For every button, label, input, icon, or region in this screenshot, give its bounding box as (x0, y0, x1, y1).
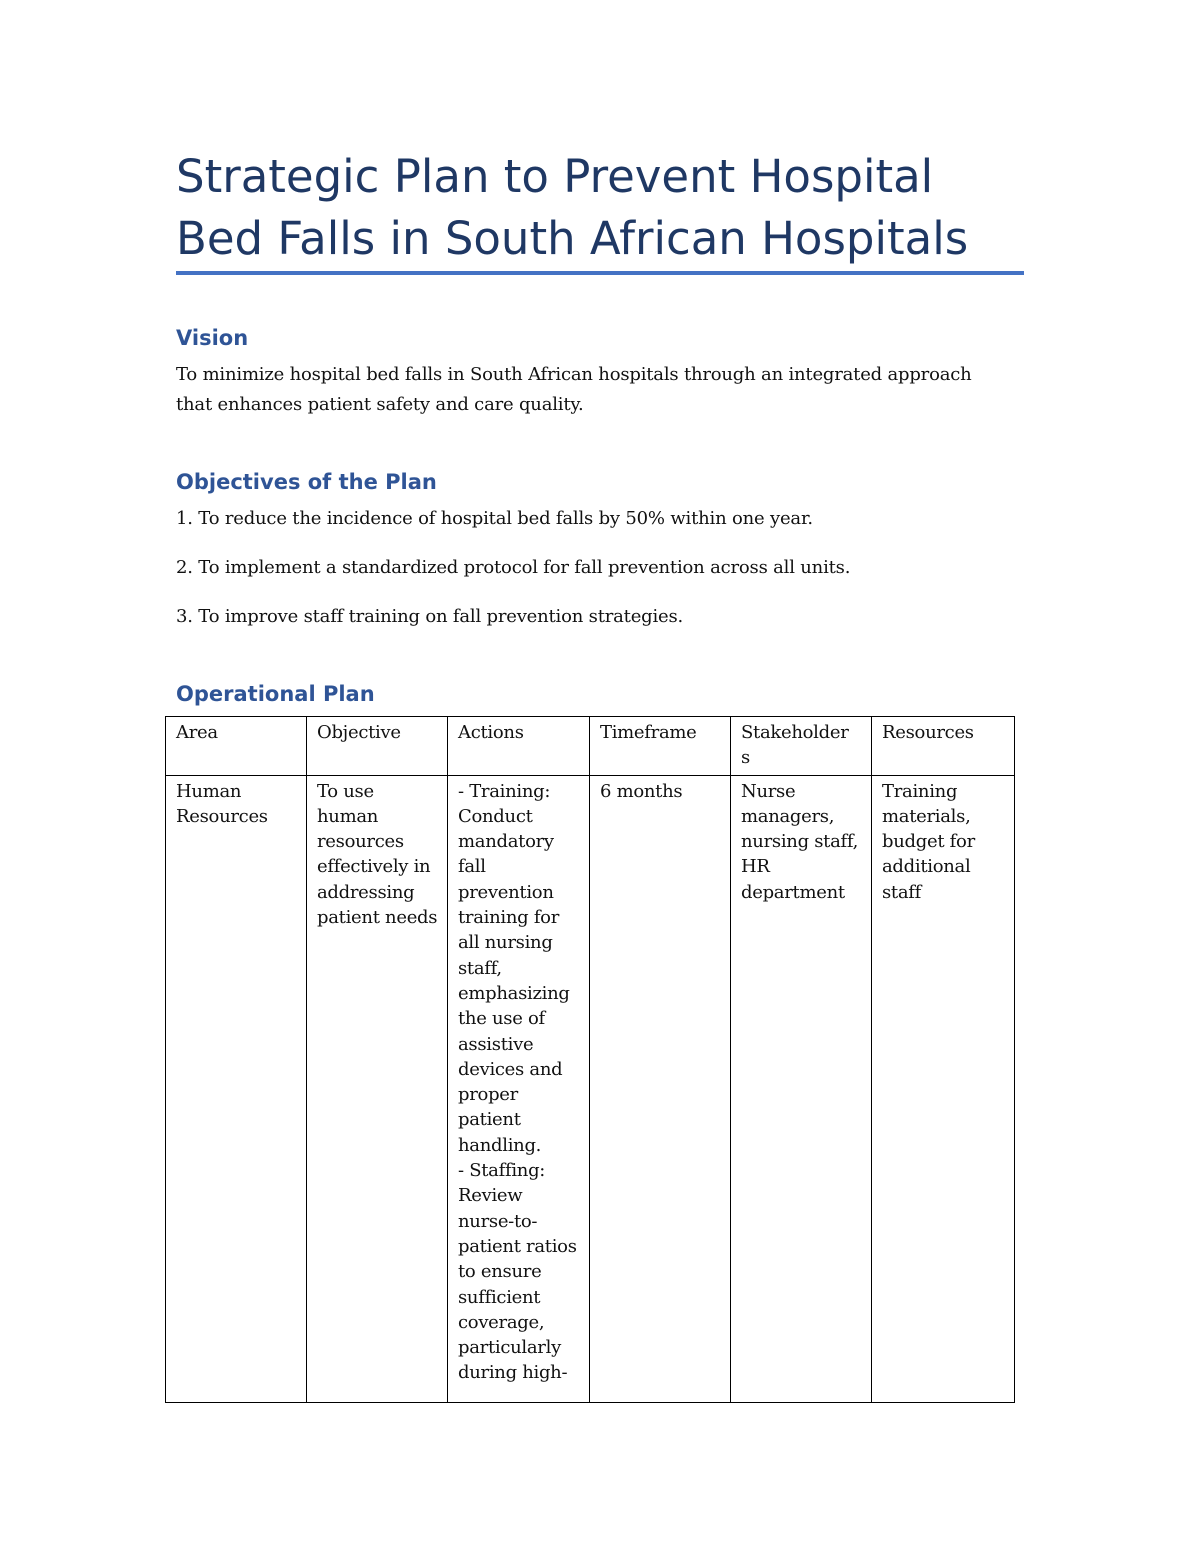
column-header-objective: Objective (307, 717, 448, 776)
document-title: Strategic Plan to Prevent Hospital Bed Falls in South African Hospitals (176, 150, 969, 265)
cell-area: Human Resources (166, 775, 307, 1402)
objective-item-1: 1. To reduce the incidence of hospital bed falls by 50% within one year. (176, 508, 813, 529)
operational-plan-heading: Operational Plan (176, 682, 375, 706)
column-header-actions: Actions (448, 717, 590, 776)
objective-item-3: 3. To improve staff training on fall prevention strategies. (176, 606, 684, 627)
column-header-stakeholders: Stakeholder s (731, 717, 872, 776)
objectives-heading: Objectives of the Plan (176, 470, 437, 494)
objective-item-2: 2. To implement a standardized protocol for fall prevention across all units. (176, 557, 851, 578)
vision-text: To minimize hospital bed falls in South African hospitals through an integrated approach that enhances patient safety and care quality. (176, 364, 972, 415)
cell-actions: - Training: Conduct mandatory fall prevention training for all nursing staff, emphasizing the use of assistive devices and proper patient handling. - Staffing: Review nurse-to-patient ratios to ensure sufficient coverage, particularly during high- (448, 775, 590, 1402)
column-header-resources: Resources (872, 717, 1015, 776)
table-row (166, 775, 1015, 1402)
cell-timeframe: 6 months (590, 775, 731, 1402)
operational-plan-table (165, 716, 1015, 1403)
cell-stakeholders: Nurse managers, nursing staff, HR department (731, 775, 872, 1402)
cell-resources: Training materials, budget for additional staff (872, 775, 1015, 1402)
vision-heading: Vision (176, 326, 249, 350)
column-header-area: Area (166, 717, 307, 776)
title-underline (176, 271, 1024, 275)
cell-objective: To use human resources effectively in addressing patient needs (307, 775, 448, 1402)
column-header-timeframe: Timeframe (590, 717, 731, 776)
table-header-row (166, 717, 1015, 776)
